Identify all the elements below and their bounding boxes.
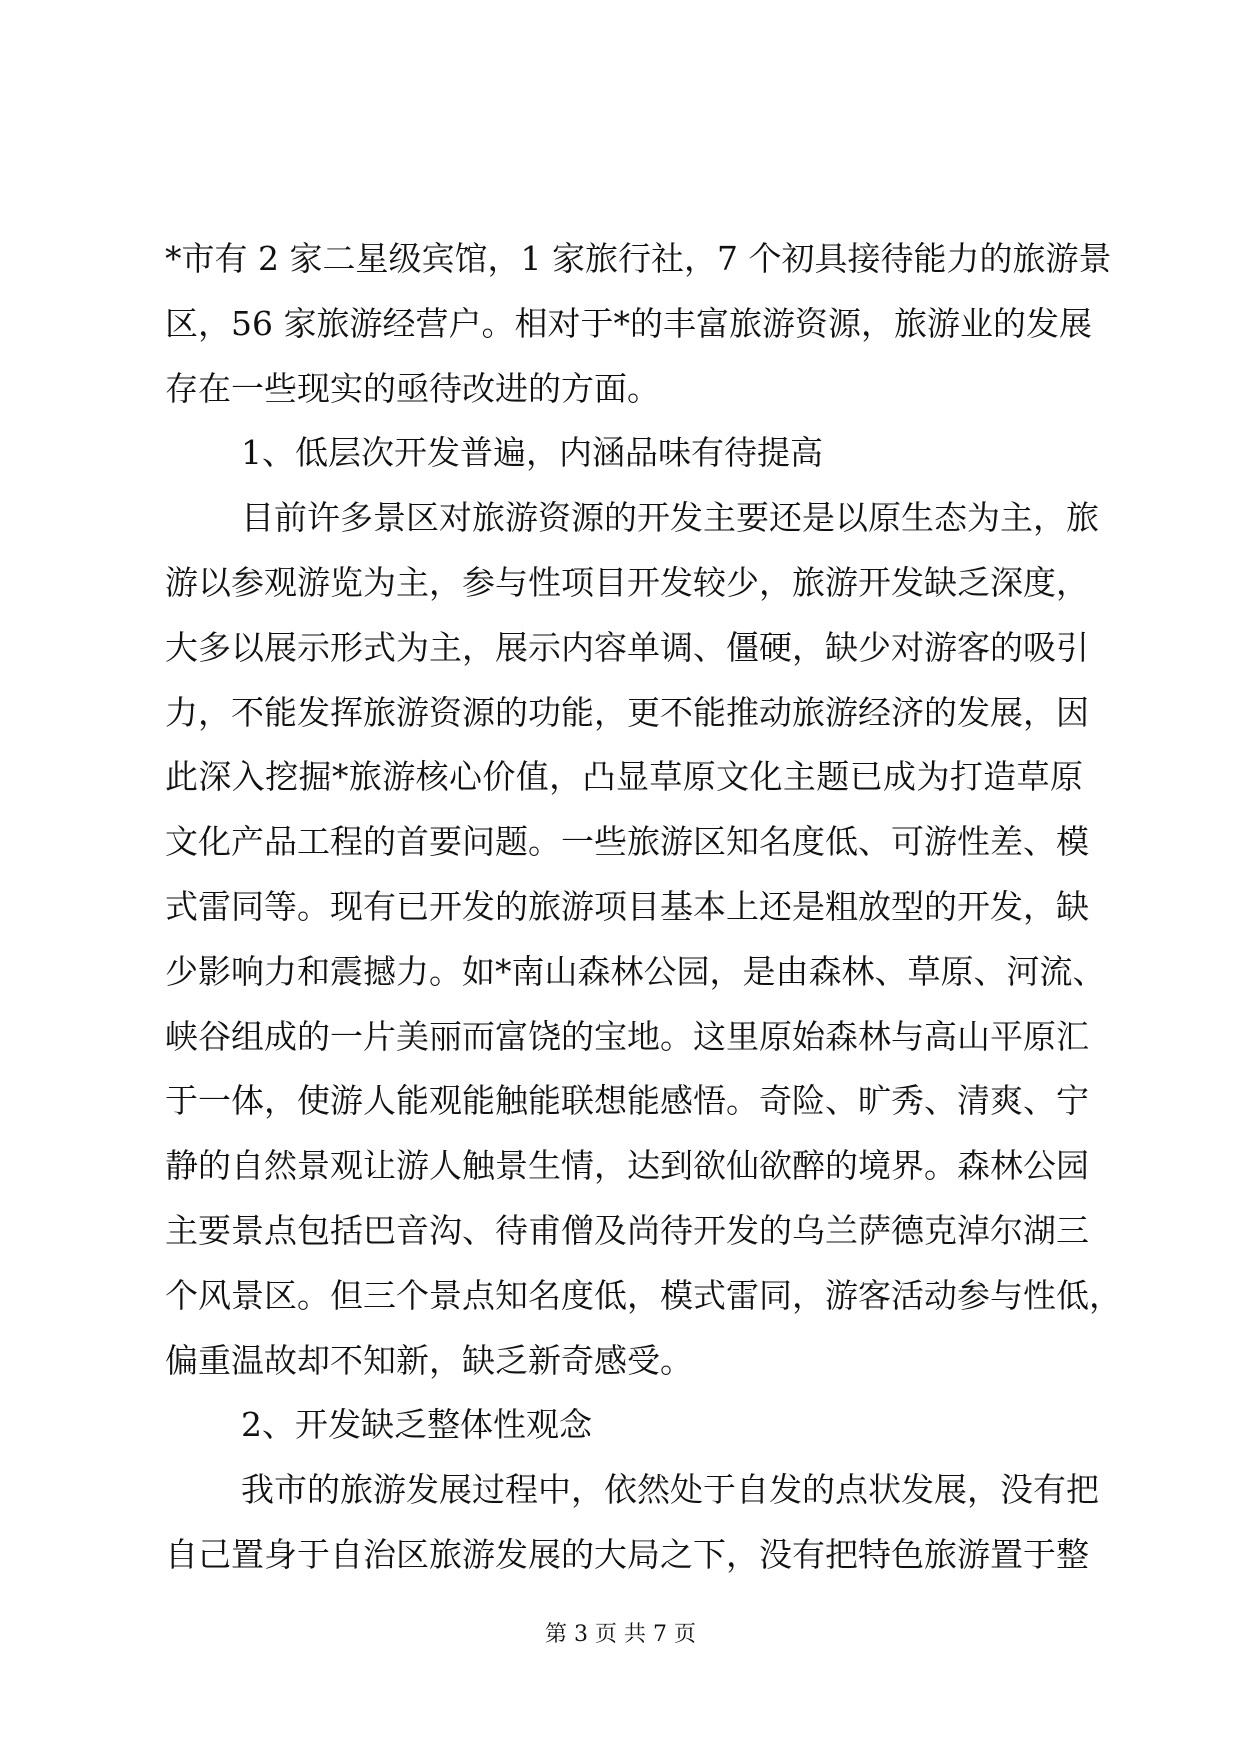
text-line: 区，56 家旅游经营户。相对于*的丰富旅游资源，旅游业的发展 [165, 303, 1092, 343]
text-line: 式雷同等。现有已开发的旅游项目基本上还是粗放型的开发，缺 [165, 886, 1089, 926]
text-line: 力，不能发挥旅游资源的功能，更不能推动旅游经济的发展，因 [165, 692, 1089, 732]
text-line: *市有 2 家二星级宾馆，1 家旅行社，7 个初具接待能力的旅游景 [165, 239, 1112, 278]
text-line: 1、低层次开发普遍，内涵品味有待提高 [241, 433, 823, 473]
text-line: 于一体，使游人能观能触能联想能感悟。奇险、旷秀、清爽、宁 [165, 1081, 1089, 1121]
text-line: 文化产品工程的首要问题。一些旅游区知名度低、可游性差、模 [165, 822, 1089, 862]
text-line: 游以参观游览为主，参与性项目开发较少，旅游开发缺乏深度， [165, 562, 1089, 602]
document-body [165, 227, 1122, 1588]
page-footer: 第 3 页 共 7 页 [545, 1622, 696, 1647]
text-line: 静的自然景观让游人触景生情，达到欲仙欲醉的境界。森林公园 [165, 1146, 1089, 1186]
text-line: 偏重温故却不知新，缺乏新奇感受。 [165, 1340, 693, 1380]
text-line: 大多以展示形式为主，展示内容单调、僵硬，缺少对游客的吸引 [165, 627, 1089, 667]
text-line: 2、开发缺乏整体性观念 [241, 1405, 592, 1445]
text-line: 存在一些现实的亟待改进的方面。 [165, 368, 660, 408]
text-line: 峡谷组成的一片美丽而富饶的宝地。这里原始森林与高山平原汇 [165, 1016, 1089, 1056]
text-line: 主要景点包括巴音沟、待甫僧及尚待开发的乌兰萨德克淖尔湖三 [165, 1210, 1089, 1250]
text-line: 个风景区。但三个景点知名度低，模式雷同，游客活动参与性低， [165, 1275, 1122, 1315]
text-line: 少影响力和震撼力。如*南山森林公园，是由森林、草原、河流、 [165, 951, 1106, 991]
text-line: 此深入挖掘*旅游核心价值，凸显草原文化主题已成为打造草原 [165, 757, 1083, 797]
text-line: 目前许多景区对旅游资源的开发主要还是以原生态为主，旅 [241, 498, 1099, 538]
text-line: 我市的旅游发展过程中，依然处于自发的点状发展，没有把 [241, 1470, 1099, 1510]
text-line: 自己置身于自治区旅游发展的大局之下，没有把特色旅游置于整 [165, 1534, 1089, 1574]
